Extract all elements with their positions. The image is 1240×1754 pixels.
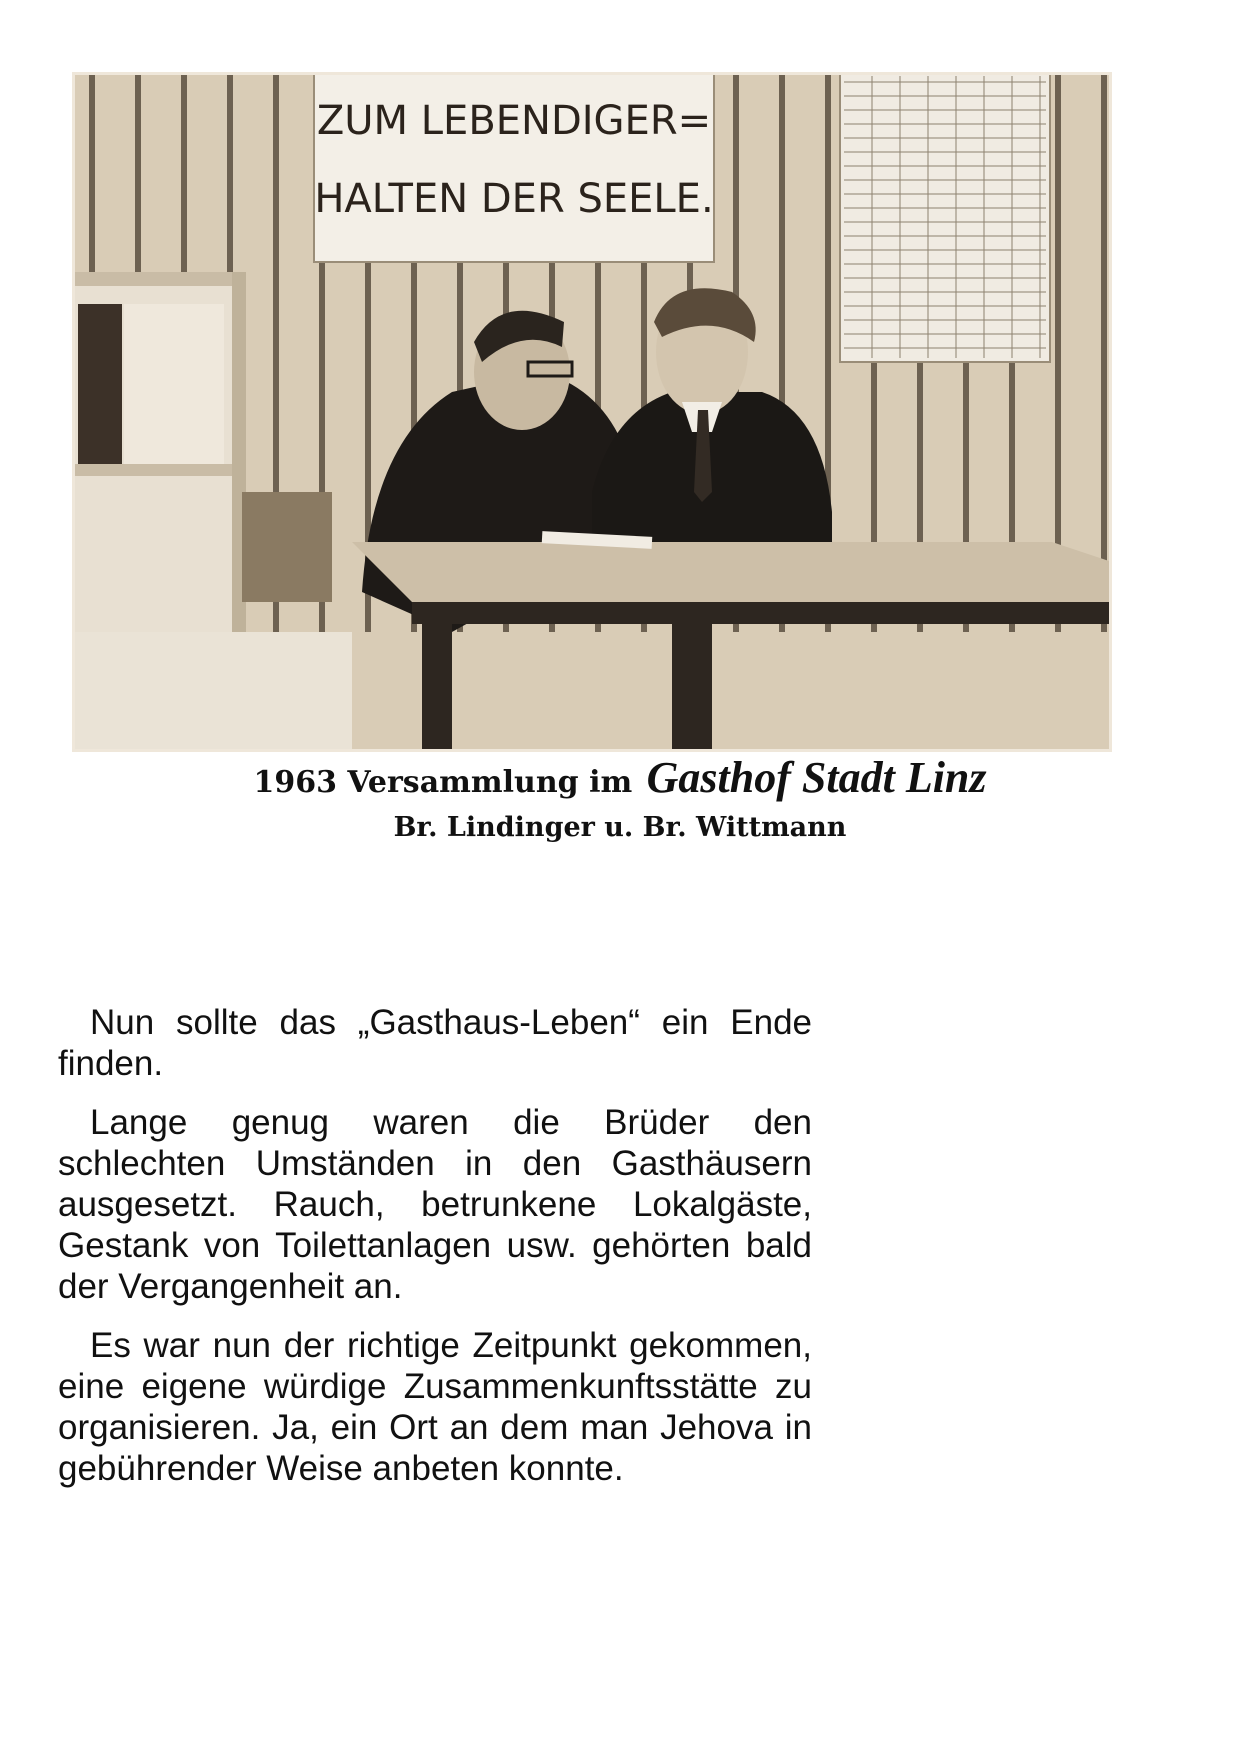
historic-photo — [72, 72, 1112, 752]
caption-title — [0, 753, 1240, 803]
paragraph: Lange genug waren die Brüder den schlechten Umständen in den Gasthäusern ausgesetzt. Rauch, betrunkene Lokalgäste, Gestank von Toilettanlagen usw. gehörten bald der Vergangenheit an. — [58, 1103, 812, 1306]
paragraph: Es war nun der richtige Zeitpunkt gekommen, eine eigene würdige Zusammenkunftsstätte zu organisieren. Ja, ein Ort an dem man Jehova in gebührender Weise anbeten konnte. — [58, 1326, 812, 1488]
sign-line-1: ZUM LEBENDIGER= — [316, 98, 712, 144]
caption-venue: Gasthof Stadt Linz — [646, 753, 987, 802]
body-text — [58, 1002, 812, 1507]
sign-line-2: HALTEN DER SEELE. — [314, 176, 714, 222]
caption-year-prefix: 1963 Versammlung im — [253, 765, 633, 800]
paragraph: Nun sollte das „Gasthaus-Leben“ ein Ende finden. — [58, 1003, 812, 1083]
caption-names: Br. Lindinger u. Br. Wittmann — [393, 812, 847, 843]
